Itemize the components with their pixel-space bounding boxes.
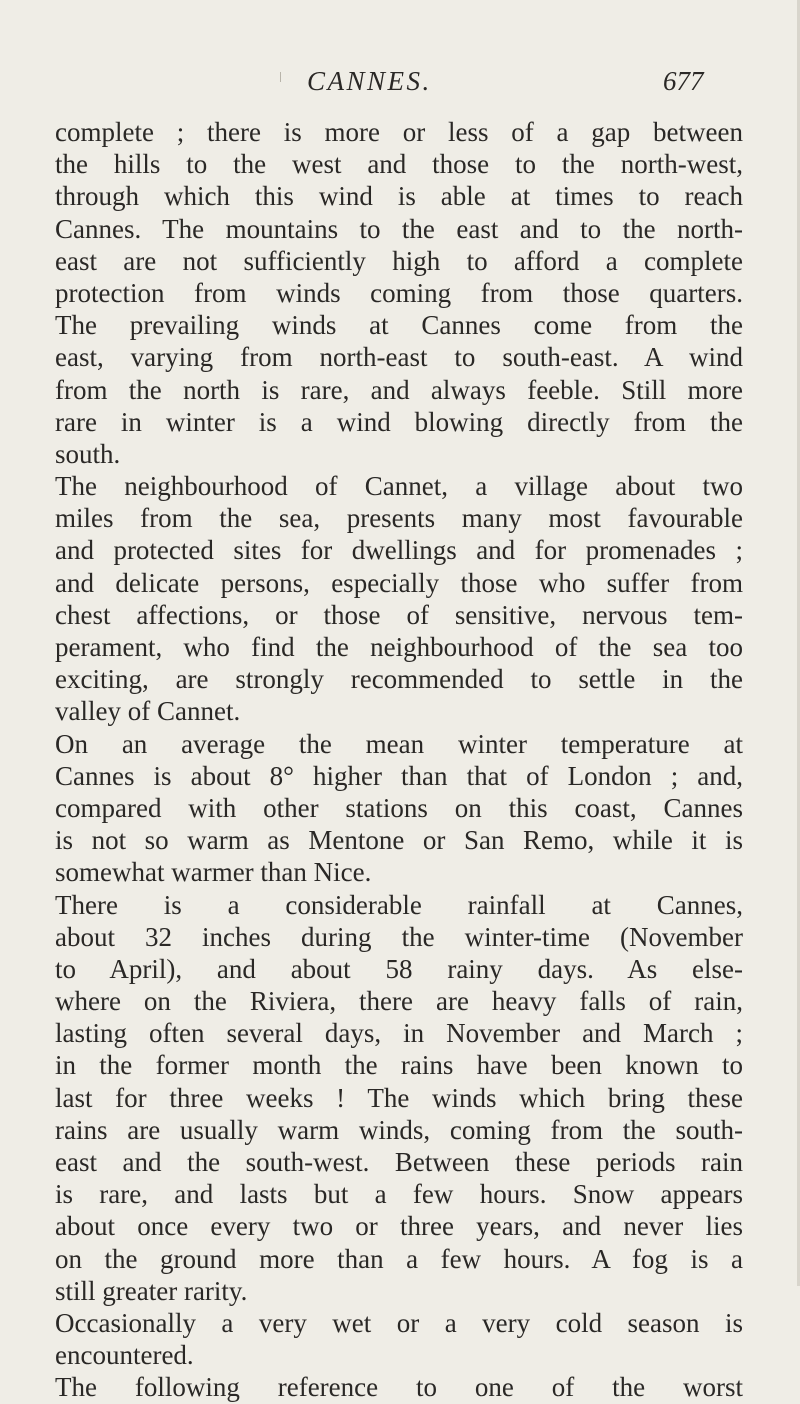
text-line: The following reference to one of the worst <box>55 1372 743 1403</box>
text-line: last for three weeks ! The winds which bring these <box>55 1082 743 1113</box>
text-line: from the north is rare, and always feeble. Still more <box>55 374 743 405</box>
body-text <box>55 116 743 1404</box>
text-line: Occasionally a very wet or a very cold season is <box>55 1307 743 1338</box>
text-line: somewhat warmer than Nice. <box>55 857 372 888</box>
text-line: through which this wind is able at times to reach <box>55 181 743 212</box>
text-line: exciting, are strongly recommended to settle in the <box>55 664 743 695</box>
text-line: Cannes. The mountains to the east and to the north- <box>55 213 743 244</box>
text-line: There is a considerable rainfall at Cannes, <box>55 889 743 920</box>
text-line: on the ground more than a few hours. A fog is a <box>55 1243 743 1274</box>
text-line: is rare, and lasts but a few hours. Snow appears <box>55 1179 743 1210</box>
text-line: is not so warm as Mentone or San Remo, while it is <box>55 825 743 856</box>
text-line: lasting often several days, in November and March ; <box>55 1018 743 1049</box>
text-line: rains are usually warm winds, coming from the south- <box>55 1114 743 1145</box>
text-line: encountered. <box>55 1340 194 1371</box>
text-line: south. <box>55 438 121 469</box>
text-line: On an average the mean winter temperature at <box>55 728 743 759</box>
running-head <box>0 66 800 106</box>
text-line: valley of Cannet. <box>55 696 241 727</box>
text-line: protection from winds coming from those quarters. <box>55 277 743 308</box>
text-line: east and the south-west. Between these periods rain <box>55 1147 743 1177</box>
text-line: and delicate persons, especially those who suffer from <box>55 567 743 598</box>
text-line: rare in winter is a wind blowing directly from the <box>55 406 743 437</box>
text-line: east are not sufficiently high to afford a complete <box>55 245 743 276</box>
text-line: where on the Riviera, there are heavy falls of rain, <box>55 986 743 1017</box>
text-line: and protected sites for dwellings and for promenades ; <box>55 535 743 566</box>
text-line: The neighbourhood of Cannet, a village about two <box>55 471 743 502</box>
text-line: The prevailing winds at Cannes come from the <box>55 310 743 341</box>
text-line: still greater rarity. <box>55 1275 248 1306</box>
text-line: about 32 inches during the winter-time (November <box>55 921 743 952</box>
text-line: miles from the sea, presents many most favourable <box>55 503 743 534</box>
text-line: complete ; there is more or less of a gap between <box>55 117 743 147</box>
page-number: 677 <box>663 66 704 96</box>
text-line: about once every two or three years, and never lies <box>55 1211 743 1242</box>
text-line: to April), and about 58 rainy days. As else- <box>55 953 743 984</box>
running-title: CANNES. <box>307 66 432 96</box>
text-line: perament, who find the neighbourhood of the sea too <box>55 632 743 662</box>
text-line: compared with other stations on this coast, Cannes <box>55 792 743 823</box>
text-line: the hills to the west and those to the north-west, <box>55 149 743 180</box>
text-line: in the former month the rains have been known to <box>55 1050 743 1081</box>
text-line: east, varying from north-east to south-east. A wind <box>55 342 743 373</box>
text-line: chest affections, or those of sensitive, nervous tem- <box>55 599 743 630</box>
text-line: Cannes is about 8° higher than that of London ; and, <box>55 760 743 791</box>
